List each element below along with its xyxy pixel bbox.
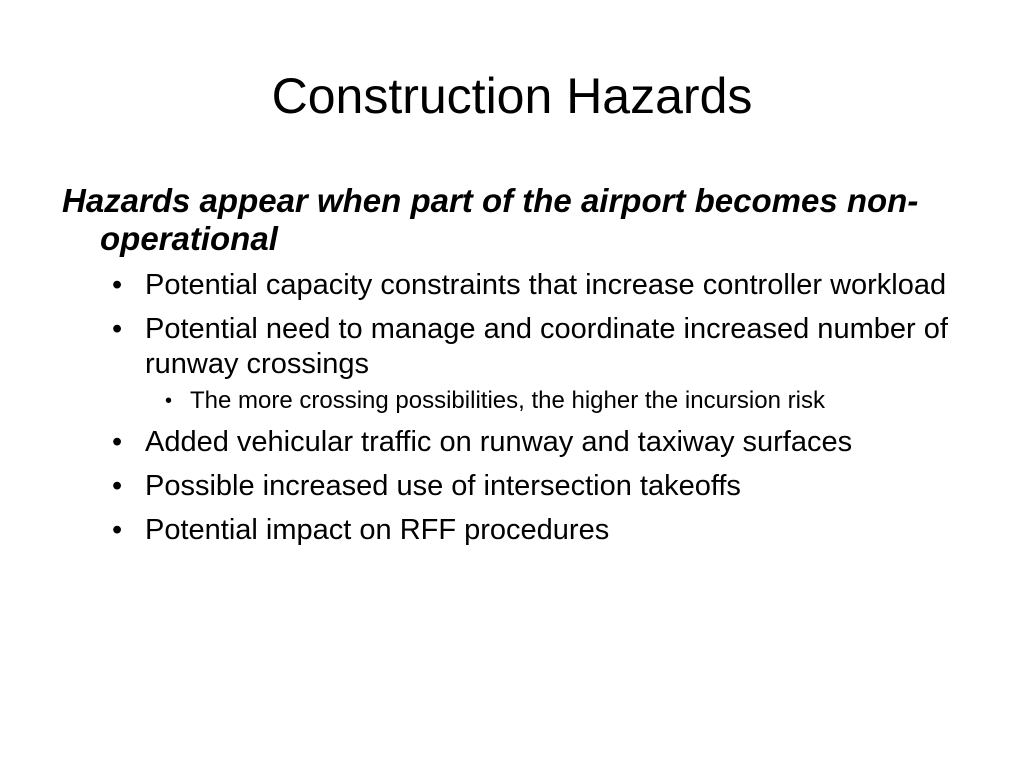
bullet-item <box>62 513 962 548</box>
bullet-text: Added vehicular traffic on runway and taxiway surfaces <box>145 426 853 458</box>
sub-bullet-icon: • <box>165 390 173 412</box>
slide-body <box>62 182 962 557</box>
bullet-text: Potential impact on RFF procedures <box>145 514 610 546</box>
slide-heading: Hazards appear when part of the airport becomes non-operational <box>62 182 919 257</box>
bullet-text: Potential need to manage and coordinate increased number of runway crossings <box>145 313 948 380</box>
bullet-item <box>62 469 962 504</box>
bullet-icon: • <box>112 313 123 345</box>
bullet-icon: • <box>112 426 123 458</box>
bullet-icon: • <box>112 514 123 546</box>
bullet-item <box>62 425 962 460</box>
bullet-text: Potential capacity constraints that increase controller workload <box>145 269 947 301</box>
bullet-item <box>62 268 962 303</box>
slide-title: Construction Hazards <box>271 68 753 124</box>
bullet-list <box>62 268 962 548</box>
sub-bullet-item <box>62 386 962 416</box>
bullet-item <box>62 312 962 416</box>
bullet-icon: • <box>112 470 123 502</box>
bullet-icon: • <box>112 269 123 301</box>
sub-bullet-text: The more crossing possibilities, the higher the incursion risk <box>190 387 825 414</box>
bullet-text: Possible increased use of intersection takeoffs <box>145 470 741 502</box>
sub-bullet-list <box>145 386 962 416</box>
